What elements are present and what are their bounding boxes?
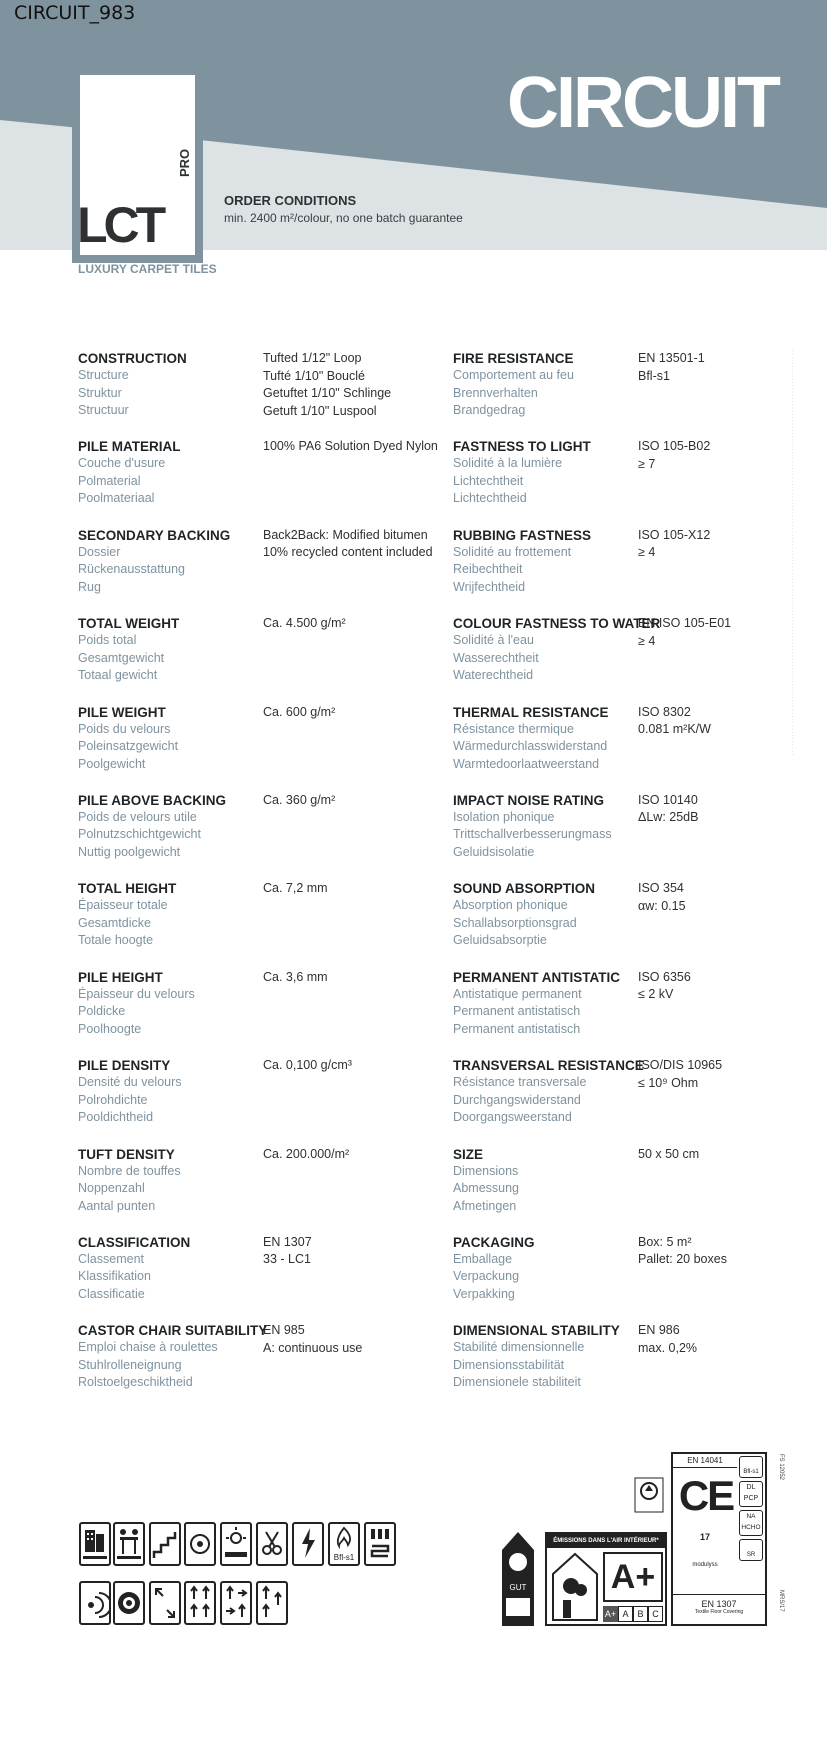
spec-label-translation: Permanent antistatisch [453,1004,581,1019]
spec-right [453,704,758,792]
spec-label: CLASSIFICATION [78,1234,191,1250]
spec-label: COLOUR FASTNESS TO WATER [453,616,661,632]
spec-row [78,527,758,615]
spec-label-translation: Pooldichtheid [78,1110,154,1125]
logo-pro: PRO [177,148,192,177]
gef-label-icon [634,1477,664,1513]
ce-hcho: HCHO [741,1524,761,1531]
logo-letters: LCT [77,197,163,253]
spec-row [78,350,758,438]
ce-side-icons [739,1456,763,1561]
spec-label: CASTOR CHAIR SUITABILITY [78,1323,268,1339]
spec-label: PERMANENT ANTISTATIC [453,969,620,985]
spec-label: TOTAL HEIGHT [78,881,177,897]
spec-value: 50 x 50 cm [638,1146,700,1161]
spec-label-translation: Verpakking [453,1286,515,1301]
spec-label-translation: Emploi chaise à roulettes [78,1340,218,1355]
spec-right [453,1234,758,1322]
spec-value: 100% PA6 Solution Dyed Nylon [263,439,438,454]
emissions-scale [603,1606,663,1622]
spec-label: PACKAGING [453,1234,535,1250]
spec-value: A: continuous use [263,1340,363,1355]
house-icon [551,1552,599,1622]
spec-value: Ca. 600 g/m² [263,704,336,719]
ce-na: NA [746,1513,756,1520]
spec-label-translation: Wrijfechtheid [453,579,526,594]
ce-dl-pcp [739,1481,763,1507]
ce-mark: CE [678,1472,734,1519]
spec-label-translation: Dimensionele stabiliteit [453,1375,581,1390]
spec-label-translation: Klassifikation [78,1269,151,1284]
spec-label-translation: Dossier [78,544,121,559]
spec-label-translation: Couche d'usure [78,456,166,471]
spec-label: SIZE [453,1146,484,1162]
spec-label-translation: Épaisseur totale [78,898,168,913]
spec-label-translation: Poolgewicht [78,756,146,771]
spec-label-translation: Waterechtheid [453,668,534,683]
spec-left [78,438,453,526]
ce-bottom [673,1594,765,1615]
spec-label-translation: Lichtechtheid [453,491,527,506]
spec-right [453,969,758,1057]
spec-left [78,350,453,438]
spec-label-translation: Totaal gewicht [78,668,158,683]
spec-label-translation: Poids de velours utile [78,809,197,824]
spec-value: Ca. 3,6 mm [263,969,328,984]
spec-label-translation: Résistance transversale [453,1075,587,1090]
spec-value: ISO 8302 [638,704,691,719]
spec-label-translation: Solidité au frottement [453,544,572,559]
spec-label-translation: Abmessung [453,1181,520,1196]
spec-value: Tufté 1/10" Bouclé [263,368,365,383]
spec-row [78,1234,758,1322]
spec-row [78,438,758,526]
spec-value: Back2Back: Modified bitumen [263,527,428,542]
order-title: ORDER CONDITIONS [224,193,357,208]
spec-label-translation: Polrohdichte [78,1092,148,1107]
spec-right [453,527,758,615]
specifications-table [78,350,758,1411]
spec-row [78,1146,758,1234]
spec-label-translation: Poids du velours [78,721,171,736]
spec-label-translation: Nuttig poolgewicht [78,844,181,859]
spec-label-translation: Poolmateriaal [78,491,155,506]
logo-tagline: LUXURY CARPET TILES [78,262,217,276]
spec-label: TRANSVERSAL RESISTANCE [453,1058,644,1074]
antistatic-icon [292,1522,324,1566]
ce-bottom-text: Textile Floor Covering [694,1609,744,1615]
order-conditions [224,193,463,225]
scale-a-plus: A+ [603,1606,618,1622]
tile-stacking-icon [364,1522,396,1566]
spec-value: ≥ 4 [638,545,656,560]
spec-value: ≤ 10⁹ Ohm [638,1075,699,1090]
spec-value: EN 985 [263,1323,305,1338]
spec-value: ≥ 4 [638,633,656,648]
order-text: min. 2400 m²/colour, no one batch guarantee [224,211,463,225]
spec-label-translation: Polmaterial [78,473,141,488]
spec-label-translation: Afmetingen [453,1198,517,1213]
spec-label-translation: Structure [78,368,129,382]
spec-value: Ca. 4.500 g/m² [263,616,346,631]
spec-label-translation: Poldicke [78,1004,126,1019]
spec-value: Box: 5 m² [638,1234,692,1249]
spec-label-translation: Wärmedurchlasswiderstand [453,739,608,754]
spec-label-translation: Permanent antistatisch [453,1021,581,1036]
spec-row [78,792,758,880]
wear-icon [184,1522,216,1566]
spec-label-translation: Gesamtgewicht [78,650,165,665]
spec-label-translation: Antistatique permanent [453,986,582,1001]
spec-value: ≥ 7 [638,456,656,471]
spec-value: ≤ 2 kV [638,987,674,1002]
ce-year: 17 [699,1532,710,1542]
spec-left [78,615,453,703]
spec-label: PILE WEIGHT [78,704,166,720]
spec-left [78,527,453,615]
spec-label-translation: Rolstoelgeschiktheid [78,1375,193,1390]
castor-chair-icon [113,1522,145,1566]
light-fastness-icon [220,1522,252,1566]
spec-label-translation: Brandgedrag [453,403,526,417]
ce-bottom-standard: EN 1307 [701,1599,737,1609]
spec-left [78,880,453,968]
side-disclaimer: · · · · · · · · · · · · · · · · · · · · · · · · · · · · · · · · · · · · · · · · · · · · · · · · · · · · · · · · · · · · · · · · · · · · · · · · · · · · · · · · · · · · · · · · · · · · · · · · · · · · · · · · · · · · · · · · · · · · · · · · · · · · · · · · [789,350,795,756]
spec-row [78,969,758,1057]
stairs-icon [149,1522,181,1566]
spec-value: Ca. 360 g/m² [263,792,336,807]
spec-label: PILE HEIGHT [78,969,163,985]
spec-right [453,792,758,880]
ce-fire-class: Bfl-s1 [739,1456,763,1478]
acoustic-icon [79,1581,111,1625]
spec-label-translation: Poids total [78,633,137,648]
spec-label-translation: Nombre de touffes [78,1163,181,1178]
commercial-use-icon [79,1522,111,1566]
spec-value: ISO 6356 [638,969,691,984]
spec-right [453,350,758,438]
spec-row [78,880,758,968]
spec-label-translation: Poolhoogte [78,1021,142,1036]
spec-label-translation: Structuur [78,403,129,417]
spec-left [78,1234,453,1322]
spec-row [78,1057,758,1145]
spec-value: ISO 10140 [638,792,698,807]
size-icon [149,1581,181,1625]
spec-value: Pallet: 20 boxes [638,1252,727,1267]
spec-value: Ca. 0,100 g/cm³ [263,1058,352,1073]
fire-class-icon [328,1522,360,1566]
ce-pcp: PCP [743,1495,759,1502]
ce-dl: DL [746,1484,756,1491]
installation-quarter-turn-icon [220,1581,252,1625]
spec-row [78,615,758,703]
ce-label [671,1452,767,1626]
spec-label-translation: Stuhlrolleneignung [78,1357,182,1372]
spec-label: PILE MATERIAL [78,439,181,455]
spec-label-translation: Geluidsabsorptie [453,933,547,948]
spec-label-translation: Lichtechtheit [453,473,524,488]
spec-right [453,880,758,968]
spec-label: SOUND ABSORPTION [453,881,596,897]
spec-label-translation: Densité du velours [78,1075,182,1090]
spec-value: Bfl-s1 [638,368,670,383]
emissions-title: ÉMISSIONS DANS L'AIR INTÉRIEUR* [547,1534,665,1548]
cuttable-icon [256,1522,288,1566]
spec-value: EN 13501-1 [638,351,705,365]
spec-left [78,704,453,792]
spec-label-translation: Geluidsisolatie [453,844,535,859]
spec-label: IMPACT NOISE RATING [453,792,604,808]
ce-na-hcho [739,1510,763,1536]
spec-label-translation: Solidité à la lumière [453,456,563,471]
installation-monolithic-icon [184,1581,216,1625]
scale-a: A [618,1606,633,1622]
product-title: CIRCUIT [507,63,778,143]
spec-label-translation: Gesamtdicke [78,915,151,930]
spec-right [453,438,758,526]
floor-heating-icon [113,1581,145,1625]
spec-label-translation: Épaisseur du velours [78,986,195,1001]
spec-label-translation: Aantal punten [78,1198,156,1213]
spec-left [78,1146,453,1234]
spec-label: PILE DENSITY [78,1058,171,1074]
emissions-grade: A+ [603,1552,663,1602]
spec-label: PILE ABOVE BACKING [78,792,227,808]
emissions-label [545,1532,667,1626]
spec-label-translation: Polnutzschichtgewicht [78,827,201,842]
spec-label-translation: Verpackung [453,1269,520,1284]
ce-sr: SR [739,1539,763,1561]
spec-value: ISO 105-X12 [638,527,711,542]
spec-label-translation: Rug [78,579,101,594]
spec-label-translation: Totale hoogte [78,933,154,948]
spec-label-translation: Wasserechtheit [453,650,539,665]
logo-underline [101,255,137,260]
spec-label-translation: Dimensions [453,1163,519,1178]
spec-label: SECONDARY BACKING [78,527,231,543]
spec-row [78,704,758,792]
spec-value: EN 1307 [263,1234,312,1249]
document-id: CIRCUIT_983 [14,2,136,24]
installation-brick-icon [256,1581,288,1625]
spec-label-translation: Résistance thermique [453,721,574,736]
spec-value: αw: 0.15 [638,898,686,913]
spec-value: EN 986 [638,1323,680,1338]
spec-label-translation: Poleinsatzgewicht [78,739,179,754]
spec-value: ΔLw: 25dB [638,810,699,825]
spec-value: max. 0,2% [638,1340,698,1355]
gut-label-icon [500,1530,536,1630]
spec-label: FIRE RESISTANCE [453,351,574,366]
spec-label: RUBBING FASTNESS [453,527,592,543]
spec-label: FASTNESS TO LIGHT [453,439,591,455]
spec-label-translation: Isolation phonique [453,809,555,824]
spec-right [453,1146,758,1234]
fire-class-label: Bfl-s1 [333,1553,355,1562]
spec-left [78,969,453,1057]
spec-value: Ca. 7,2 mm [263,881,328,896]
spec-right [453,1057,758,1145]
ce-standard: EN 14041 [673,1456,737,1468]
spec-left [78,1057,453,1145]
ce-company: modulyss [692,1562,718,1568]
spec-label-translation: Emballage [453,1251,513,1266]
spec-label-translation: Reibechtheit [453,562,523,577]
spec-label-translation: Schallabsorptionsgrad [453,915,577,930]
scale-c: C [648,1606,663,1622]
spec-label-translation: Doorgangsweerstand [453,1110,572,1125]
spec-value: 0.081 m²K/W [638,722,711,737]
spec-value: 33 - LC1 [263,1252,311,1267]
spec-value: Ca. 200.000/m² [263,1146,350,1161]
spec-left [78,792,453,880]
ref-code-2: MRS/17 [778,1590,784,1612]
spec-value: ISO 354 [638,881,684,896]
spec-label: CONSTRUCTION [78,351,187,366]
spec-label-translation: Noppenzahl [78,1181,145,1196]
spec-value: Getuftet 1/10" Schlinge [263,386,392,400]
spec-label-translation: Rückenausstattung [78,562,186,577]
spec-label: DIMENSIONAL STABILITY [453,1323,620,1339]
spec-value: 10% recycled content included [263,545,433,560]
spec-value: Getuft 1/10" Luspool [263,403,377,418]
scale-b: B [633,1606,648,1622]
spec-label-translation: Solidité à l'eau [453,633,534,648]
spec-left [78,1322,453,1410]
spec-label: TUFT DENSITY [78,1146,175,1162]
spec-label-translation: Durchgangswiderstand [453,1092,581,1107]
spec-right [453,615,758,703]
spec-label: THERMAL RESISTANCE [453,704,609,720]
gut-label-text: GUT [509,1583,527,1592]
ref-code-1: FS 12052 [778,1454,784,1481]
spec-label-translation: Dimensionsstabilität [453,1357,565,1372]
spec-label-translation: Warmtedoorlaatweerstand [453,756,600,771]
spec-label-translation: Comportement au feu [453,368,574,382]
spec-right [453,1322,758,1410]
spec-label-translation: Brennverhalten [453,385,538,400]
spec-value: Tufted 1/12" Loop [263,351,362,365]
spec-label-translation: Trittschallverbesserungmass [453,827,612,842]
spec-value: EN ISO 105-E01 [638,616,732,631]
spec-label-translation: Absorption phonique [453,898,568,913]
spec-row [78,1322,758,1410]
spec-value: ISO 105-B02 [638,439,711,454]
spec-value: ISO/DIS 10965 [638,1058,723,1073]
spec-label-translation: Struktur [78,385,122,400]
spec-label-translation: Classement [78,1251,144,1266]
spec-label: TOTAL WEIGHT [78,616,180,632]
spec-label-translation: Stabilité dimensionnelle [453,1340,585,1355]
spec-label-translation: Classificatie [78,1286,145,1301]
